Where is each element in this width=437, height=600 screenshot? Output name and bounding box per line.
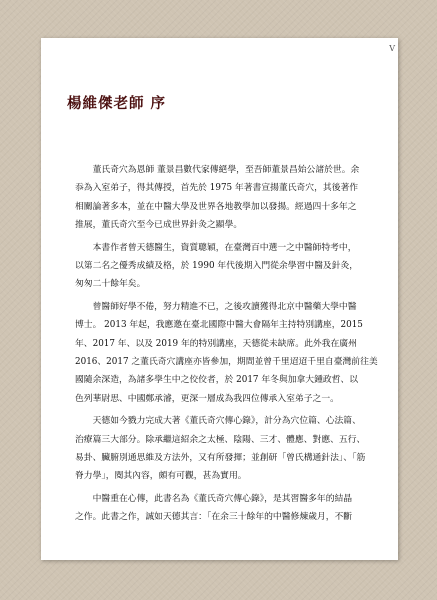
text-line: 博士。 2013 年起，我應邀在臺北國際中醫大會隔年主持特別講座，2015 xyxy=(75,320,363,331)
paragraph xyxy=(75,490,371,527)
text-line: 國隨余深造，為諸多學生中之佼佼者，於 2017 年冬與加拿大鍾政哲、以 xyxy=(75,375,359,386)
page-title: 楊維傑老師 序 xyxy=(67,95,167,112)
paragraph xyxy=(75,161,371,234)
page-number: V xyxy=(389,44,395,53)
paragraph xyxy=(75,298,378,408)
text-line: 2016、2017 之董氏奇穴講座亦皆參加，期間並曾千里迢迢千里自臺灣前往美 xyxy=(75,356,378,367)
text-line: 相關論著多本，並在中醫大學及世界各地教學加以發揚。經過四十多年之 xyxy=(75,201,357,212)
text-line: 脊力學」，閱其內容，頗有可觀，甚為實用。 xyxy=(75,471,247,482)
text-line: 天德如今戮力完成大著《董氏奇穴傳心錄》，計分為穴位篇、心法篇、 xyxy=(75,416,361,427)
text-line: 曾醫師好學不倦，努力精進不已，之後攻讀獲得北京中醫藥大學中醫 xyxy=(75,302,357,313)
body-text xyxy=(75,161,378,527)
paragraph xyxy=(75,239,371,294)
text-line: 忝為入室弟子，得其傳授，首先於 1975 年著書宣揚董氏奇穴，其後著作 xyxy=(75,183,359,194)
text-line: 本書作者曾天德醫生，資質聰穎，在臺灣百中選一之中醫師特考中， xyxy=(75,242,357,253)
text-line: 之作。此書之作，誠如天德其言：「在余三十餘年的中醫修煉歲月，不斷 xyxy=(75,512,353,523)
text-line: 董氏奇穴為恩師 董景昌數代家傳絕學，至吾師董景昌始公諸於世。余 xyxy=(75,165,360,175)
book-page xyxy=(41,38,398,560)
text-line: 以第二名之優秀成績及格，於 1990 年代後期入門從余學習中醫及針灸， xyxy=(75,260,359,271)
text-line: 匆匆二十餘年矣。 xyxy=(75,279,146,290)
text-line: 推展，董氏奇穴至今已成世界針灸之顯學。 xyxy=(75,219,243,230)
text-line: 中醫重在心傳，此書名為《董氏奇穴傳心錄》，是其習醫多年的結晶 xyxy=(75,494,353,505)
text-line: 易卦、臟腑別通思維及方法外，又有所發揮；並創研「曾氏構通針法」、「筋 xyxy=(75,452,366,463)
text-line: 年、2017 年、以及 2019 年的特別講座，天德從未缺席。此外我在廣州 xyxy=(75,338,357,349)
paragraph xyxy=(75,412,371,485)
text-line: 色列華尉思、中國鄭承濬，更深一層成為我四位傳承入室弟子之一。 xyxy=(75,393,339,404)
text-line: 治療篇三大部分。除承繼這紹余之太極、陰陽、三才、體應、對應、五行、 xyxy=(75,434,366,445)
